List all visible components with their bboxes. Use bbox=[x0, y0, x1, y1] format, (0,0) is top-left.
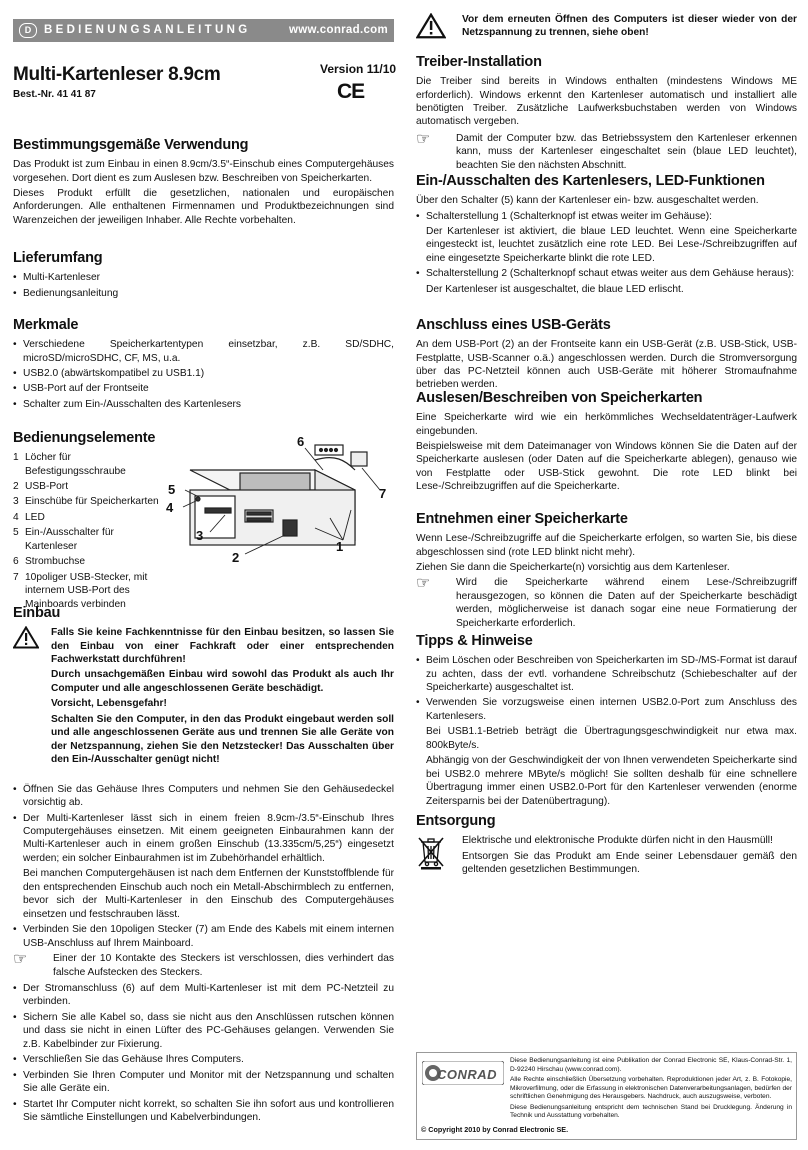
section-einbau bbox=[13, 604, 394, 1127]
card-reader-illustration bbox=[165, 430, 395, 570]
note-block bbox=[416, 576, 797, 630]
language-badge: D bbox=[19, 23, 37, 38]
website-url: www.conrad.com bbox=[289, 23, 388, 36]
list-item: • Öffnen Sie das Gehäuse Ihres Computers und nehmen Sie den Gehäusedeckel vorsichtig ab. bbox=[13, 783, 394, 810]
sub-paragraph: Bei manchen Computergehäusen ist nach dem Entfernen der Kunststoffblende für den entsprechenden Einschub auch noch ein Metall-Abschirmblech zu entfernen, bevor sich der Multi-Kartenleser in den Einschub des Computergehäuses einsetzen und festschrauben lässt. bbox=[23, 868, 394, 920]
heading-tipps: Tipps & Hinweise bbox=[416, 633, 533, 649]
heading-treiber: Treiber-Installation bbox=[416, 54, 542, 70]
paragraph: Beispielsweise mit dem Dateimanager von Windows können Sie die Daten auf der Speicherkarte auslesen (oder Daten auf die Speicherkarte ablegen), genauso wie von Festplatte oder USB-Stick gewohnt. Die rote LED blinkt bei Lese-/Schreibzugriffen auf die Speicherkarte. bbox=[416, 441, 797, 493]
sub-paragraph: Abhängig von der Geschwindigkeit der von Ihnen verwendeten Speicherkarte sind bei USB2.0 mehrere MByte/s möglich! Sie sollten deshalb für eine schnellere Übertragung immer einen USB2.0-Port für den Kartenleser verwenden (enorme Zeitersparnis bei der Datenübertragung). bbox=[426, 755, 797, 807]
note-block bbox=[13, 952, 394, 979]
document-type: BEDIENUNGSANLEITUNG bbox=[44, 23, 251, 36]
paragraph: Über den Schalter (5) kann der Kartenleser ein- bzw. ausgeschaltet werden. bbox=[416, 195, 759, 207]
section-auslesen bbox=[416, 389, 797, 496]
callout-3: 3 bbox=[196, 528, 204, 543]
heading-bedienelemente: Bedienungselemente bbox=[13, 430, 156, 446]
heading-einaus: Ein-/Ausschalten des Kartenlesers, LED-Funktionen bbox=[416, 173, 765, 189]
paragraph: Dieses Produkt erfüllt die gesetzlichen, nationalen und europäischen Anforderungen. Alle enthaltenen Firmennamen und Produktbezeichnungen sind Warenzeichen der jeweiligen Inhaber. Alle Rechte vorbehalten. bbox=[13, 188, 394, 226]
ce-mark-icon: CE bbox=[337, 80, 365, 103]
paragraph: Die Treiber sind bereits in Windows enthalten (mindestens Windows ME erforderlich). Windows erkennt den Kartenleser automatisch und installiert alle benötigten Treiber. Zusätzliche Laufwerksbuchstaben werden von Windows automatisch vergeben. bbox=[416, 76, 797, 128]
version-label: Version 11/10 bbox=[320, 62, 397, 76]
note-text: Einer der 10 Kontakte des Steckers ist verschlossen, dies verhindert das falsche Aufstecken des Steckers. bbox=[53, 953, 394, 978]
list-item: 5 Ein-/Ausschalter für Kartenleser bbox=[13, 527, 114, 552]
top-warning bbox=[416, 13, 797, 43]
list-item: • Sichern Sie alle Kabel so, dass sie nicht aus den Anschlüssen rutschen können und dass sie nicht in einen Lüfter des PC-Gehäuses gelangen. Verwenden Sie z.B. Kabelbinder zur Fixierung. bbox=[13, 1011, 394, 1051]
list-item: • USB-Port auf der Frontseite bbox=[13, 382, 394, 395]
list-item: • Verschiedene Speicherkartentypen einsetzbar, z.B. SD/SDHC, microSD/microSDHC, CF, MS, u.a. bbox=[13, 338, 394, 365]
list-item: • Beim Löschen oder Beschreiben von Speicherkarten im SD-/MS-Format ist darauf zu achten, dass der evtl. vorhandene Schreibschutz (Schiebeschalter auf der Speicherkarte) ausgeschaltet ist. bbox=[416, 654, 797, 694]
warning-triangle-icon bbox=[416, 13, 446, 39]
list-item: • Der Multi-Kartenleser lässt sich in einem freien 8.9cm-/3.5“-Einschub Ihres Computergehäuses einsetzen. Mit einem geeigneten Einbaurahmen kann der Multi-Kartenleser auch in einem großen Einschub (13.335cm/5,25“) eingesetzt werden; ein solcher Einbaurahmen ist im Zubehörhandel erhältlich. bbox=[13, 812, 394, 866]
imprint-line: Diese Bedienungsanleitung ist eine Publikation der Conrad Electronic SE, Klaus-Conrad-Str. 1, D-92240 Hirschau (www.conrad.com). bbox=[510, 1057, 792, 1073]
imprint-line: Alle Rechte einschließlich Übersetzung vorbehalten. Reproduktionen jeder Art, z. B. Fotokopie, Mikroverfilmung, oder die Erfassung in elektronischen Datenverarbeitungsanlagen, bedürfen der schriftlichen Genehmigung des Herausgebers. Nachdruck, auch auszugsweise, verboten. bbox=[510, 1076, 792, 1101]
weee-bin-icon bbox=[416, 834, 446, 870]
paragraph: Eine Speicherkarte wird wie ein herkömmliches Wechseldatenträger-Laufwerk eingebunden. bbox=[416, 412, 797, 437]
list-item: • Verschließen Sie das Gehäuse Ihres Computers. bbox=[13, 1053, 394, 1066]
heading-usb: Anschluss eines USB-Geräts bbox=[416, 317, 611, 333]
heading-einbau: Einbau bbox=[13, 605, 61, 621]
callout-2: 2 bbox=[232, 550, 240, 565]
list-item: 6 Strombuchse bbox=[13, 556, 86, 568]
section-treiber bbox=[416, 53, 797, 175]
section-merkmale bbox=[13, 316, 394, 413]
sub-paragraph: Der Kartenleser ist aktiviert, die blaue LED leuchtet. Wenn eine Speicherkarte eingesteckt ist, leuchtet zusätzlich eine rote LED. Bei Lese-/Schreibzugriffen auf eine eingesetzte Speicherkarte blinkt die rote LED. bbox=[426, 226, 797, 264]
list-item: • Schalter zum Ein-/Ausschalten des Kartenlesers bbox=[13, 398, 394, 411]
section-entnehmen bbox=[416, 510, 797, 633]
list-item: 3 Einschübe für Speicherkarten bbox=[13, 496, 159, 508]
heading-entnehmen: Entnehmen einer Speicherkarte bbox=[416, 511, 628, 527]
list-item: • Schalterstellung 1 (Schalterknopf ist etwas weiter im Gehäuse): bbox=[416, 210, 797, 223]
warning-block bbox=[13, 626, 394, 769]
section-einaus bbox=[416, 172, 797, 298]
list-item: 7 10poliger USB-Stecker, mit internem USB-Port des Mainboards verbinden bbox=[13, 571, 148, 610]
paragraph: An dem USB-Port (2) an der Frontseite kann ein USB-Gerät (z.B. USB-Stick, USB-Festplatte, USB-Scanner o.ä.) angeschlossen werden. Durch die Stromversorgung über das PC-Netzteil können auch USB-Geräte mit höherer Stromaufnahme betrieben werden. bbox=[416, 339, 797, 391]
warning-text: Vorsicht, Lebensgefahr! bbox=[51, 698, 167, 710]
callout-7: 7 bbox=[379, 486, 387, 501]
heading-auslesen: Auslesen/Beschreiben von Speicherkarten bbox=[416, 390, 703, 406]
callout-5: 5 bbox=[168, 482, 176, 497]
order-number: Best.-Nr. 41 41 87 bbox=[13, 89, 96, 100]
note-block bbox=[416, 132, 797, 172]
pointing-hand-icon: ☞ bbox=[13, 951, 28, 969]
paragraph: Elektrische und elektronische Produkte dürfen nicht in den Hausmüll! bbox=[462, 835, 773, 847]
list-item: • Verwenden Sie vorzugsweise einen internen USB2.0-Port zum Anschluss des Kartenlesers. bbox=[416, 696, 797, 723]
callout-6: 6 bbox=[297, 434, 305, 449]
heading-verwendung: Bestimmungsgemäße Verwendung bbox=[13, 137, 249, 153]
section-lieferumfang bbox=[13, 249, 394, 302]
callout-1: 1 bbox=[336, 539, 344, 554]
section-entsorgung bbox=[416, 812, 797, 878]
warning-text: Schalten Sie den Computer, in den das Produkt eingebaut werden soll und alle angeschlossenen Geräte aus und trennen Sie alle Geräte von der Netzspannung, ziehen Sie den Netzstecker! Das Ausschalten über den Ein-/Ausschalter genügt nicht! bbox=[51, 713, 394, 766]
paragraph: Wenn Lese-/Schreibzugriffe auf die Speicherkarte erfolgen, so warten Sie, bis diese abgeschlossen sind (rote LED blinkt nicht mehr). bbox=[416, 533, 797, 558]
section-verwendung bbox=[13, 136, 394, 229]
heading-merkmale: Merkmale bbox=[13, 317, 79, 333]
imprint-line: Diese Bedienungsanleitung entspricht dem technischen Stand bei Drucklegung. Änderung in Technik und Ausstattung vorbehalten. bbox=[510, 1103, 792, 1120]
list-item: • Multi-Kartenleser bbox=[13, 271, 394, 284]
warning-text: Falls Sie keine Fachkenntnisse für den Einbau besitzen, so lassen Sie den Einbau von einer Fachkraft oder einer entsprechenden Fachwerkstatt durchführen! bbox=[51, 627, 394, 666]
list-item: 4 LED bbox=[13, 511, 45, 523]
list-item: • Verbinden Sie den 10poligen Stecker (7) am Ende des Kabels mit einem internen USB-Anschluss auf Ihrem Mainboard. bbox=[13, 923, 394, 950]
pointing-hand-icon: ☞ bbox=[416, 575, 431, 593]
sub-paragraph: Bei USB1.1-Betrieb beträgt die Übertragungsgeschwindigkeit nur etwa max. 800kByte/s. bbox=[426, 726, 797, 751]
sub-paragraph: Der Kartenleser ist ausgeschaltet, die blaue LED erlischt. bbox=[426, 283, 684, 295]
paragraph: Entsorgen Sie das Produkt am Ende seiner Lebensdauer gemäß den geltenden gesetzlichen Bestimmungen. bbox=[462, 850, 797, 876]
list-item: • Verbinden Sie Ihren Computer und Monitor mit der Netzspannung und schalten Sie alle Geräte ein. bbox=[13, 1069, 394, 1096]
header-bar bbox=[13, 19, 394, 42]
heading-lieferumfang: Lieferumfang bbox=[13, 250, 103, 266]
imprint-box bbox=[416, 1052, 797, 1140]
warning-text: Vor dem erneuten Öffnen des Computers ist dieser wieder von der Netzspannung zu trennen, siehe oben! bbox=[462, 14, 797, 39]
note-text: Wird die Speicherkarte während einem Lese-/Schreibzugriff herausgezogen, so können die Daten auf der Speicherkarte beschädigt werden, möglicherweise ist danach sogar eine neue Formatierung der Speicherkarte erforderlich. bbox=[456, 577, 797, 629]
list-item: • Der Stromanschluss (6) auf dem Multi-Kartenleser ist mit dem PC-Netzteil zu verbinden. bbox=[13, 982, 394, 1009]
section-usb bbox=[416, 316, 797, 394]
warning-triangle-icon bbox=[13, 626, 39, 649]
paragraph: Das Produkt ist zum Einbau in einen 8.9cm/3.5“-Einschub eines Computergehäuses vorgesehen. Dort dient es zum Auslesen bzw. Beschreiben von Speicherkarten. bbox=[13, 159, 394, 184]
warning-text: Durch unsachgemäßen Einbau wird sowohl das Produkt als auch Ihr Computer und alle angeschlossenen Geräte beschädigt. bbox=[51, 669, 394, 694]
list-item: • USB2.0 (abwärtskompatibel zu USB1.1) bbox=[13, 367, 394, 380]
paragraph: Ziehen Sie dann die Speicherkarte(n) vorsichtig aus dem Kartenleser. bbox=[416, 562, 730, 574]
heading-entsorgung: Entsorgung bbox=[416, 813, 496, 829]
list-item: 1 Löcher für Befestigungsschraube bbox=[13, 452, 126, 477]
conrad-logo-text: CONRAD bbox=[437, 1067, 498, 1082]
list-item: • Bedienungsanleitung bbox=[13, 287, 394, 300]
callout-4: 4 bbox=[166, 500, 174, 515]
copyright: © Copyright 2010 by Conrad Electronic SE. bbox=[421, 1125, 569, 1134]
note-text: Damit der Computer bzw. das Betriebssystem den Kartenleser erkennen kann, muss der Kartenleser eingeschaltet sein (blaue LED leuchtet), beachten Sie den nächsten Abschnitt. bbox=[456, 132, 797, 171]
product-title: Multi-Kartenleser 8.9cm bbox=[13, 64, 221, 85]
list-item: 2 USB-Port bbox=[13, 481, 69, 493]
list-item: • Schalterstellung 2 (Schalterknopf schaut etwas weiter aus dem Gehäuse heraus): bbox=[416, 267, 797, 280]
section-tipps bbox=[416, 632, 797, 810]
pointing-hand-icon: ☞ bbox=[416, 130, 431, 148]
list-item: • Startet Ihr Computer nicht korrekt, so schalten Sie ihn sofort aus und kontrollieren Sie sämtliche Einstellungen und Kabelverbindungen. bbox=[13, 1098, 394, 1125]
